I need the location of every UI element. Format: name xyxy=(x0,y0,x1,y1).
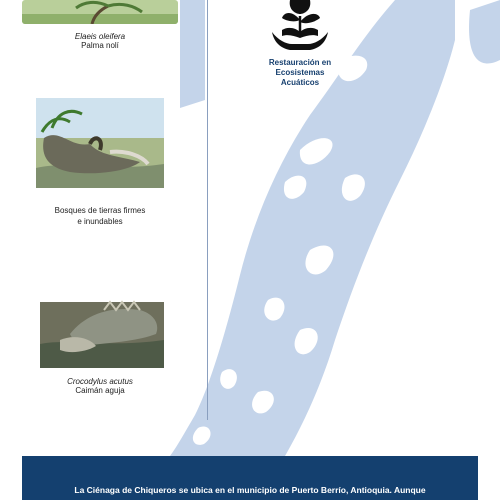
habitat-label-line1: Bosques de tierras firmes xyxy=(54,206,146,215)
crocodile-illustration xyxy=(30,294,170,368)
info-box xyxy=(22,456,478,500)
common-name: Palma nolí xyxy=(81,41,119,50)
badge-label: Restauración en Ecosistemas Acuáticos xyxy=(268,58,332,87)
common-name: Caimán aguja xyxy=(75,386,125,395)
divider-line xyxy=(207,0,208,420)
hands-holding-seedling-icon xyxy=(268,0,332,56)
palm-illustration xyxy=(22,0,178,24)
restoration-badge xyxy=(252,0,348,88)
species-card-palm xyxy=(20,0,180,50)
habitat-label-line2: e inundables xyxy=(77,217,123,226)
scientific-name: Crocodylus acutus xyxy=(67,377,133,386)
scientific-name: Elaeis oleifera xyxy=(74,32,126,41)
habitat-card-forest xyxy=(20,98,180,227)
info-text: La Ciénaga de Chiqueros se ubica en el municipio de Puerto Berrío, Antioquia. Aunque xyxy=(74,485,426,495)
forest-wetland-illustration xyxy=(30,98,170,194)
species-card-crocodile xyxy=(20,294,180,395)
